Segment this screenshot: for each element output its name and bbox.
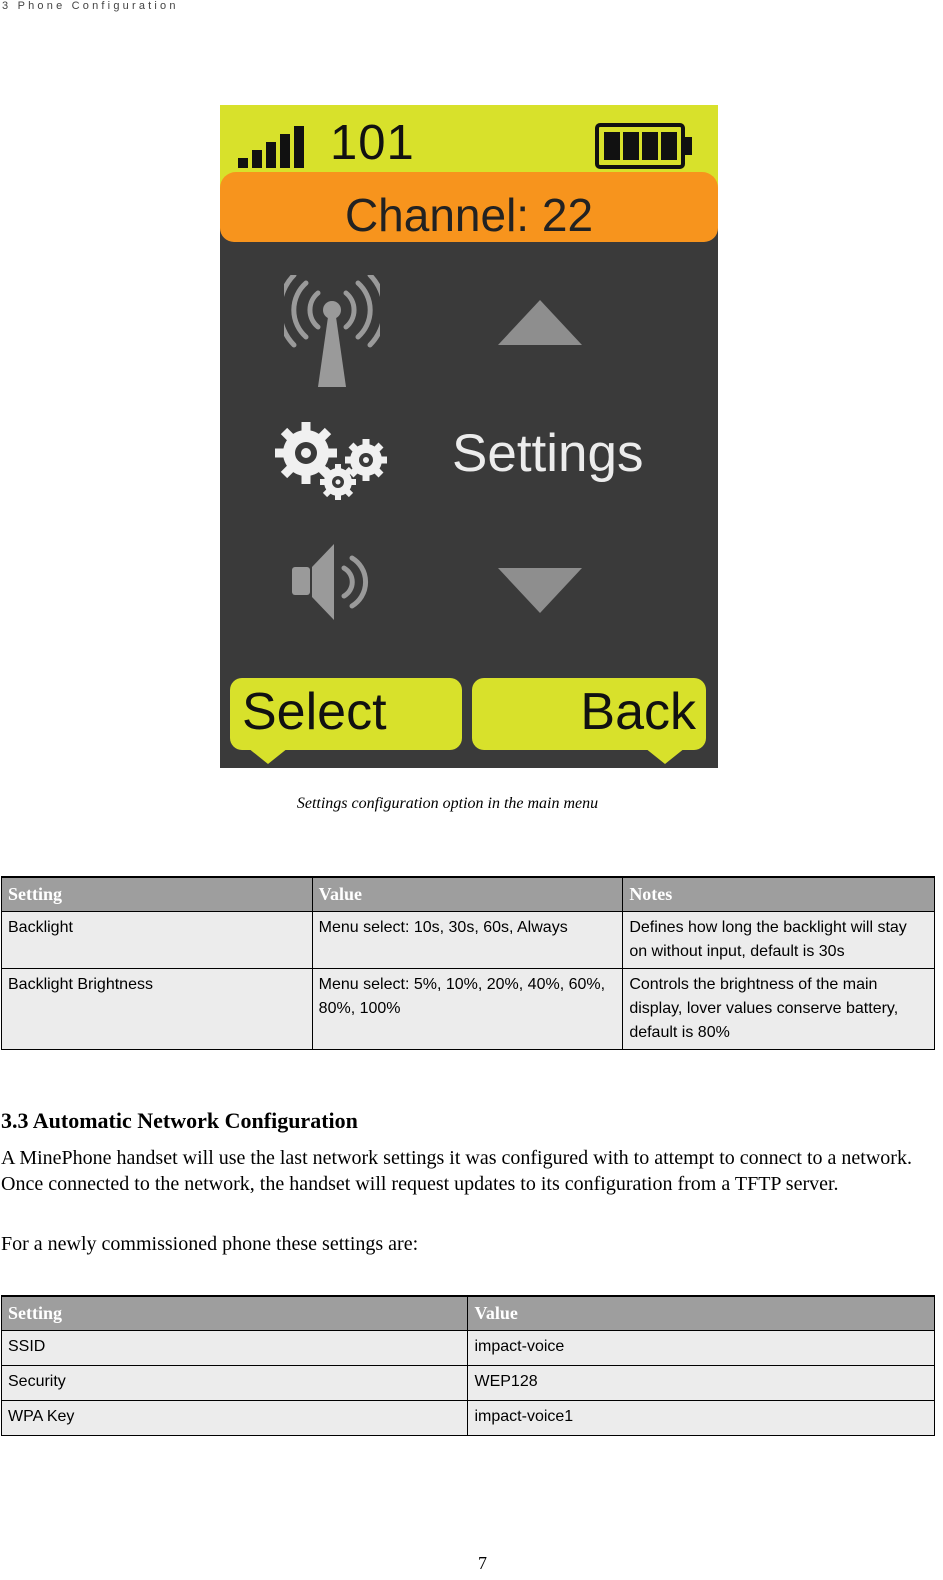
back-softkey[interactable] [472,678,706,750]
column-header-notes: Notes [623,877,935,912]
column-header-setting: Setting [2,1296,468,1331]
section-paragraph: A MinePhone handset will use the last network settings it was configured with to attempt to connect to a network. Once connected to the network, the handset will request updates to its configuration from a TFTP server. [1,1147,912,1195]
gears-icon [272,420,392,505]
table-cell: Backlight [2,912,313,969]
column-header-setting: Setting [2,877,313,912]
section-heading: 3.3 Automatic Network Configuration [1,1108,358,1133]
table-header-row [2,1296,935,1331]
table-intro-text: For a newly commissioned phone these settings are: [1,1233,419,1255]
select-softkey[interactable] [230,678,462,750]
table-cell: Controls the brightness of the main display, lover values conserve battery, default is 80% [623,969,935,1050]
display-settings-table [1,876,935,1050]
back-softkey-pointer [645,748,685,764]
column-header-value: Value [312,877,623,912]
table-cell: Security [2,1366,468,1401]
back-softkey-label: Back [580,683,696,741]
running-header: 3 Phone Configuration [2,0,179,12]
arrow-up-icon [498,300,582,345]
table-row [2,969,935,1050]
table-row [2,912,935,969]
table-row [2,1331,935,1366]
channel-label: Channel: 22 [344,189,594,241]
table-row [2,1401,935,1436]
select-softkey-label: Select [242,683,387,741]
table-row [2,1366,935,1401]
signal-strength-icon [238,125,310,169]
table-cell: Defines how long the backlight will stay on without input, default is 30s [623,912,935,969]
table-cell: Backlight Brightness [2,969,313,1050]
table-cell: impact-voice [468,1331,935,1366]
table-header-row [2,877,935,912]
table-cell: WPA Key [2,1401,468,1436]
menu-item-settings[interactable]: Settings [452,424,644,483]
speaker-icon [290,540,375,625]
battery-icon [595,123,695,169]
network-settings-table [1,1295,935,1436]
phone-screen-figure [220,105,718,768]
table-cell: Menu select: 10s, 30s, 60s, Always [312,912,623,969]
figure-caption: Settings configuration option in the main menu [296,795,599,812]
arrow-down-icon [498,568,582,613]
column-header-value: Value [468,1296,935,1331]
antenna-icon [284,275,380,390]
page-number: 7 [478,1553,487,1573]
extension-number: 101 [330,116,415,170]
table-cell: WEP128 [468,1366,935,1401]
table-cell: SSID [2,1331,468,1366]
table-cell: Menu select: 5%, 10%, 20%, 40%, 60%, 80%, 100% [312,969,623,1050]
table-cell: impact-voice1 [468,1401,935,1436]
select-softkey-pointer [248,748,288,764]
